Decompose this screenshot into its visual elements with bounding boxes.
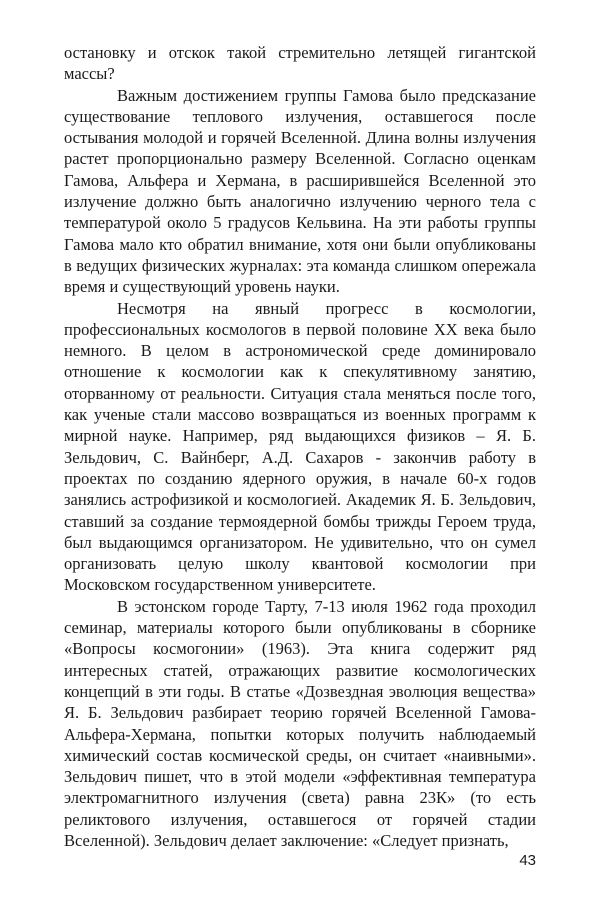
- paragraph-2: Важным достижением группы Гамова было предсказание существование теплового излучения, оставшегося после остывания молодой и горячей Вселенной. Длина волны излучения растет пропорционально размеру Вселенной. Согласно оценкам Гамова, Альфера и Хермана, в расширившейся Вселенной это излучение должно быть аналогично излучению черного тела с температурой около 5 градусов Кельвина. На эти работы группы Гамова мало кто обратил внимание, хотя они были опубликованы в ведущих физических журналах: эта команда слишком опережала время и существующий уровень науки.: [64, 85, 536, 297]
- page-number: 43: [519, 852, 536, 869]
- document-body: [64, 42, 536, 851]
- paragraph-1: остановку и отскок такой стремительно летящей гигантской массы?: [64, 43, 536, 84]
- paragraph-3: Несмотря на явный прогресс в космологии, профессиональных космологов в первой половине XX века было немного. В целом в астрономической среде доминировало отношение к космологии как к спекулятивному занятию, оторванному от реальности. Ситуация стала меняться после того, как ученые стали массово возвращаться из военных программ к мирной науке. Например, ряд выдающихся физиков – Я. Б. Зельдович, С. Вайнберг, А.Д. Сахаров - закончив работу в проектах по созданию ядерного оружия, в начале 60-х годов занялись астрофизикой и космологией. Академик Я. Б. Зельдович, ставший за создание термоядерной бомбы трижды Героем труда, был выдающимся организатором. Не удивительно, что он сумел организовать целую школу квантовой космологии при Московском государственном университете.: [64, 298, 536, 595]
- paragraph-4: В эстонском городе Тарту, 7-13 июля 1962 года проходил семинар, материалы которого были опубликованы в сборнике «Вопросы космогонии» (1963). Эта книга содержит ряд интересных статей, отражающих развитие космологических концепций в эти годы. В статье «Дозвездная эволюция вещества» Я. Б. Зельдович разбирает теорию горячей Вселенной Гамова-Альфера-Хермана, попытки которых получить наблюдаемый химический состав космической среды, он считает «наивными». Зельдович пишет, что в этой модели «эффективная температура электромагнитного излучения (света) равна 23К» (то есть реликтового излучения, оставшегося от горячей стадии Вселенной). Зельдович делает заключение: «Следует признать,: [64, 596, 536, 850]
